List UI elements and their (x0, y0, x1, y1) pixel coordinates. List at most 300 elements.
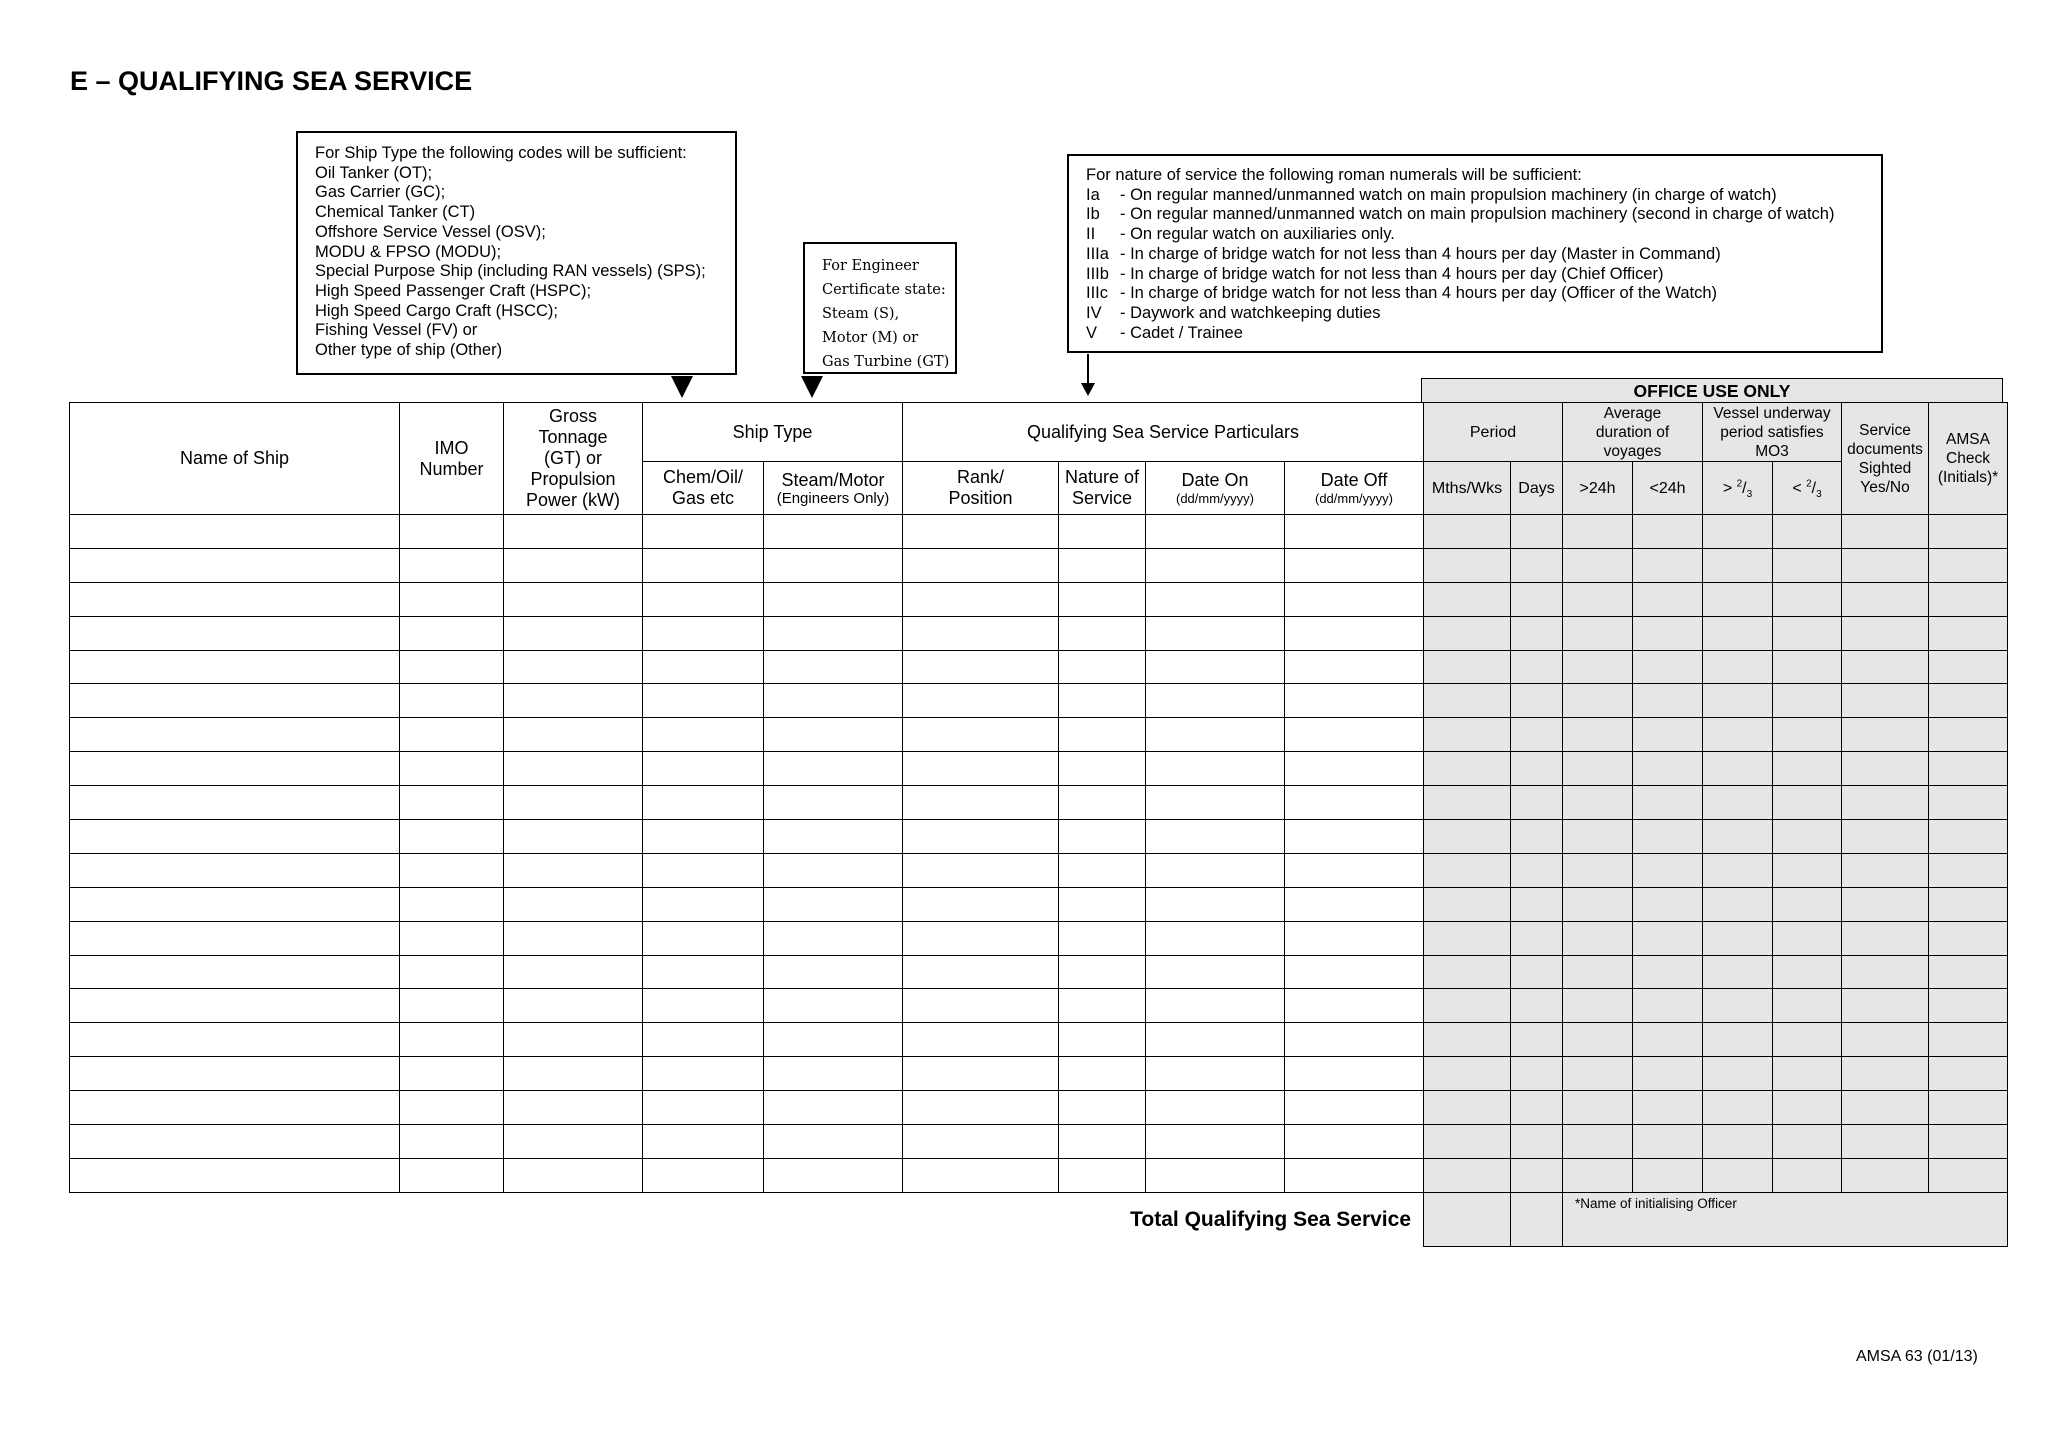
date-on-cell[interactable] (1146, 1091, 1285, 1125)
lt-24h-cell[interactable] (1633, 1057, 1703, 1091)
lt-24h-cell[interactable] (1633, 1091, 1703, 1125)
gt-two-thirds-cell[interactable] (1703, 820, 1773, 854)
lt-two-thirds-cell[interactable] (1773, 752, 1842, 786)
service-docs-cell[interactable] (1842, 1023, 1929, 1057)
service-docs-cell[interactable] (1842, 786, 1929, 820)
days-cell[interactable] (1511, 684, 1563, 718)
gt-24h-cell[interactable] (1563, 752, 1633, 786)
date-off-cell[interactable] (1285, 515, 1424, 549)
amsa-check-cell[interactable] (1929, 684, 2008, 718)
lt-24h-cell[interactable] (1633, 752, 1703, 786)
amsa-check-cell[interactable] (1929, 548, 2008, 582)
steam-motor-cell[interactable] (764, 820, 903, 854)
nature-of-service-cell[interactable] (1059, 582, 1146, 616)
days-cell[interactable] (1511, 887, 1563, 921)
amsa-check-cell[interactable] (1929, 582, 2008, 616)
name-of-ship-cell[interactable] (70, 718, 400, 752)
rank-position-cell[interactable] (903, 921, 1059, 955)
chem-oil-cell[interactable] (643, 921, 764, 955)
chem-oil-cell[interactable] (643, 887, 764, 921)
imo-number-cell[interactable] (400, 1057, 504, 1091)
date-off-cell[interactable] (1285, 820, 1424, 854)
chem-oil-cell[interactable] (643, 989, 764, 1023)
amsa-check-cell[interactable] (1929, 853, 2008, 887)
date-on-cell[interactable] (1146, 548, 1285, 582)
service-docs-cell[interactable] (1842, 921, 1929, 955)
days-cell[interactable] (1511, 786, 1563, 820)
mths-wks-cell[interactable] (1424, 989, 1511, 1023)
imo-number-cell[interactable] (400, 1023, 504, 1057)
gt-24h-cell[interactable] (1563, 887, 1633, 921)
imo-number-cell[interactable] (400, 786, 504, 820)
lt-two-thirds-cell[interactable] (1773, 921, 1842, 955)
name-of-ship-cell[interactable] (70, 515, 400, 549)
steam-motor-cell[interactable] (764, 515, 903, 549)
date-off-cell[interactable] (1285, 887, 1424, 921)
gt-24h-cell[interactable] (1563, 955, 1633, 989)
date-on-cell[interactable] (1146, 989, 1285, 1023)
amsa-check-cell[interactable] (1929, 718, 2008, 752)
steam-motor-cell[interactable] (764, 1057, 903, 1091)
date-on-cell[interactable] (1146, 752, 1285, 786)
lt-24h-cell[interactable] (1633, 820, 1703, 854)
gt-two-thirds-cell[interactable] (1703, 650, 1773, 684)
steam-motor-cell[interactable] (764, 718, 903, 752)
gt-two-thirds-cell[interactable] (1703, 1057, 1773, 1091)
rank-position-cell[interactable] (903, 1091, 1059, 1125)
date-off-cell[interactable] (1285, 650, 1424, 684)
service-docs-cell[interactable] (1842, 684, 1929, 718)
gross-tonnage-cell[interactable] (504, 582, 643, 616)
lt-24h-cell[interactable] (1633, 1125, 1703, 1159)
service-docs-cell[interactable] (1842, 887, 1929, 921)
lt-two-thirds-cell[interactable] (1773, 955, 1842, 989)
lt-24h-cell[interactable] (1633, 989, 1703, 1023)
amsa-check-cell[interactable] (1929, 616, 2008, 650)
days-cell[interactable] (1511, 616, 1563, 650)
chem-oil-cell[interactable] (643, 1057, 764, 1091)
name-of-ship-cell[interactable] (70, 684, 400, 718)
date-on-cell[interactable] (1146, 1023, 1285, 1057)
imo-number-cell[interactable] (400, 684, 504, 718)
date-on-cell[interactable] (1146, 718, 1285, 752)
chem-oil-cell[interactable] (643, 955, 764, 989)
lt-24h-cell[interactable] (1633, 582, 1703, 616)
nature-of-service-cell[interactable] (1059, 1057, 1146, 1091)
rank-position-cell[interactable] (903, 955, 1059, 989)
amsa-check-cell[interactable] (1929, 1057, 2008, 1091)
gt-two-thirds-cell[interactable] (1703, 989, 1773, 1023)
imo-number-cell[interactable] (400, 1125, 504, 1159)
lt-two-thirds-cell[interactable] (1773, 1023, 1842, 1057)
gross-tonnage-cell[interactable] (504, 650, 643, 684)
imo-number-cell[interactable] (400, 921, 504, 955)
lt-24h-cell[interactable] (1633, 515, 1703, 549)
steam-motor-cell[interactable] (764, 786, 903, 820)
service-docs-cell[interactable] (1842, 650, 1929, 684)
lt-two-thirds-cell[interactable] (1773, 1158, 1842, 1192)
amsa-check-cell[interactable] (1929, 921, 2008, 955)
service-docs-cell[interactable] (1842, 1158, 1929, 1192)
imo-number-cell[interactable] (400, 582, 504, 616)
nature-of-service-cell[interactable] (1059, 718, 1146, 752)
steam-motor-cell[interactable] (764, 887, 903, 921)
date-on-cell[interactable] (1146, 1125, 1285, 1159)
nature-of-service-cell[interactable] (1059, 853, 1146, 887)
lt-two-thirds-cell[interactable] (1773, 1125, 1842, 1159)
gross-tonnage-cell[interactable] (504, 548, 643, 582)
nature-of-service-cell[interactable] (1059, 515, 1146, 549)
rank-position-cell[interactable] (903, 820, 1059, 854)
gross-tonnage-cell[interactable] (504, 616, 643, 650)
name-of-ship-cell[interactable] (70, 853, 400, 887)
nature-of-service-cell[interactable] (1059, 1023, 1146, 1057)
gt-24h-cell[interactable] (1563, 515, 1633, 549)
steam-motor-cell[interactable] (764, 989, 903, 1023)
lt-24h-cell[interactable] (1633, 1158, 1703, 1192)
mths-wks-cell[interactable] (1424, 515, 1511, 549)
date-on-cell[interactable] (1146, 684, 1285, 718)
gross-tonnage-cell[interactable] (504, 955, 643, 989)
name-of-ship-cell[interactable] (70, 1125, 400, 1159)
rank-position-cell[interactable] (903, 548, 1059, 582)
chem-oil-cell[interactable] (643, 786, 764, 820)
steam-motor-cell[interactable] (764, 1158, 903, 1192)
imo-number-cell[interactable] (400, 752, 504, 786)
rank-position-cell[interactable] (903, 718, 1059, 752)
nature-of-service-cell[interactable] (1059, 1125, 1146, 1159)
rank-position-cell[interactable] (903, 1023, 1059, 1057)
lt-two-thirds-cell[interactable] (1773, 853, 1842, 887)
steam-motor-cell[interactable] (764, 616, 903, 650)
name-of-ship-cell[interactable] (70, 989, 400, 1023)
gt-24h-cell[interactable] (1563, 921, 1633, 955)
steam-motor-cell[interactable] (764, 548, 903, 582)
gt-24h-cell[interactable] (1563, 650, 1633, 684)
nature-of-service-cell[interactable] (1059, 650, 1146, 684)
days-cell[interactable] (1511, 1158, 1563, 1192)
mths-wks-cell[interactable] (1424, 887, 1511, 921)
date-on-cell[interactable] (1146, 515, 1285, 549)
lt-two-thirds-cell[interactable] (1773, 887, 1842, 921)
gross-tonnage-cell[interactable] (504, 853, 643, 887)
steam-motor-cell[interactable] (764, 853, 903, 887)
lt-24h-cell[interactable] (1633, 548, 1703, 582)
gross-tonnage-cell[interactable] (504, 1125, 643, 1159)
mths-wks-cell[interactable] (1424, 582, 1511, 616)
mths-wks-cell[interactable] (1424, 1057, 1511, 1091)
days-cell[interactable] (1511, 955, 1563, 989)
name-of-ship-cell[interactable] (70, 1057, 400, 1091)
lt-two-thirds-cell[interactable] (1773, 684, 1842, 718)
rank-position-cell[interactable] (903, 650, 1059, 684)
gt-24h-cell[interactable] (1563, 582, 1633, 616)
gross-tonnage-cell[interactable] (504, 1023, 643, 1057)
date-off-cell[interactable] (1285, 1125, 1424, 1159)
amsa-check-cell[interactable] (1929, 650, 2008, 684)
gross-tonnage-cell[interactable] (504, 718, 643, 752)
lt-two-thirds-cell[interactable] (1773, 650, 1842, 684)
steam-motor-cell[interactable] (764, 1023, 903, 1057)
gt-24h-cell[interactable] (1563, 820, 1633, 854)
lt-two-thirds-cell[interactable] (1773, 786, 1842, 820)
days-cell[interactable] (1511, 515, 1563, 549)
rank-position-cell[interactable] (903, 887, 1059, 921)
date-off-cell[interactable] (1285, 1158, 1424, 1192)
days-cell[interactable] (1511, 989, 1563, 1023)
nature-of-service-cell[interactable] (1059, 1091, 1146, 1125)
lt-24h-cell[interactable] (1633, 853, 1703, 887)
gt-24h-cell[interactable] (1563, 989, 1633, 1023)
lt-24h-cell[interactable] (1633, 1023, 1703, 1057)
imo-number-cell[interactable] (400, 515, 504, 549)
nature-of-service-cell[interactable] (1059, 616, 1146, 650)
days-cell[interactable] (1511, 718, 1563, 752)
mths-wks-cell[interactable] (1424, 752, 1511, 786)
gt-two-thirds-cell[interactable] (1703, 1125, 1773, 1159)
date-on-cell[interactable] (1146, 786, 1285, 820)
gross-tonnage-cell[interactable] (504, 786, 643, 820)
amsa-check-cell[interactable] (1929, 989, 2008, 1023)
gross-tonnage-cell[interactable] (504, 515, 643, 549)
rank-position-cell[interactable] (903, 752, 1059, 786)
chem-oil-cell[interactable] (643, 582, 764, 616)
date-on-cell[interactable] (1146, 921, 1285, 955)
service-docs-cell[interactable] (1842, 515, 1929, 549)
gt-24h-cell[interactable] (1563, 853, 1633, 887)
date-off-cell[interactable] (1285, 582, 1424, 616)
date-off-cell[interactable] (1285, 1023, 1424, 1057)
gt-24h-cell[interactable] (1563, 548, 1633, 582)
gt-two-thirds-cell[interactable] (1703, 1158, 1773, 1192)
mths-wks-cell[interactable] (1424, 1158, 1511, 1192)
days-cell[interactable] (1511, 1057, 1563, 1091)
service-docs-cell[interactable] (1842, 1057, 1929, 1091)
date-on-cell[interactable] (1146, 582, 1285, 616)
gt-24h-cell[interactable] (1563, 718, 1633, 752)
service-docs-cell[interactable] (1842, 548, 1929, 582)
date-on-cell[interactable] (1146, 616, 1285, 650)
amsa-check-cell[interactable] (1929, 786, 2008, 820)
date-off-cell[interactable] (1285, 1057, 1424, 1091)
lt-two-thirds-cell[interactable] (1773, 548, 1842, 582)
lt-24h-cell[interactable] (1633, 650, 1703, 684)
mths-wks-cell[interactable] (1424, 718, 1511, 752)
name-of-ship-cell[interactable] (70, 921, 400, 955)
service-docs-cell[interactable] (1842, 718, 1929, 752)
lt-24h-cell[interactable] (1633, 718, 1703, 752)
gross-tonnage-cell[interactable] (504, 1057, 643, 1091)
chem-oil-cell[interactable] (643, 718, 764, 752)
nature-of-service-cell[interactable] (1059, 752, 1146, 786)
name-of-ship-cell[interactable] (70, 616, 400, 650)
chem-oil-cell[interactable] (643, 515, 764, 549)
rank-position-cell[interactable] (903, 1057, 1059, 1091)
lt-two-thirds-cell[interactable] (1773, 718, 1842, 752)
imo-number-cell[interactable] (400, 853, 504, 887)
chem-oil-cell[interactable] (643, 1125, 764, 1159)
nature-of-service-cell[interactable] (1059, 1158, 1146, 1192)
date-on-cell[interactable] (1146, 1158, 1285, 1192)
nature-of-service-cell[interactable] (1059, 684, 1146, 718)
gt-two-thirds-cell[interactable] (1703, 582, 1773, 616)
days-cell[interactable] (1511, 548, 1563, 582)
days-cell[interactable] (1511, 853, 1563, 887)
rank-position-cell[interactable] (903, 582, 1059, 616)
name-of-ship-cell[interactable] (70, 582, 400, 616)
name-of-ship-cell[interactable] (70, 820, 400, 854)
mths-wks-cell[interactable] (1424, 616, 1511, 650)
amsa-check-cell[interactable] (1929, 752, 2008, 786)
rank-position-cell[interactable] (903, 684, 1059, 718)
date-on-cell[interactable] (1146, 887, 1285, 921)
mths-wks-cell[interactable] (1424, 820, 1511, 854)
lt-two-thirds-cell[interactable] (1773, 616, 1842, 650)
rank-position-cell[interactable] (903, 786, 1059, 820)
lt-two-thirds-cell[interactable] (1773, 582, 1842, 616)
days-cell[interactable] (1511, 582, 1563, 616)
service-docs-cell[interactable] (1842, 820, 1929, 854)
gross-tonnage-cell[interactable] (504, 921, 643, 955)
imo-number-cell[interactable] (400, 955, 504, 989)
gt-two-thirds-cell[interactable] (1703, 1091, 1773, 1125)
gt-24h-cell[interactable] (1563, 1125, 1633, 1159)
name-of-ship-cell[interactable] (70, 955, 400, 989)
date-off-cell[interactable] (1285, 616, 1424, 650)
mths-wks-cell[interactable] (1424, 650, 1511, 684)
gt-24h-cell[interactable] (1563, 1023, 1633, 1057)
rank-position-cell[interactable] (903, 989, 1059, 1023)
gross-tonnage-cell[interactable] (504, 989, 643, 1023)
chem-oil-cell[interactable] (643, 650, 764, 684)
lt-two-thirds-cell[interactable] (1773, 989, 1842, 1023)
date-on-cell[interactable] (1146, 955, 1285, 989)
date-off-cell[interactable] (1285, 718, 1424, 752)
steam-motor-cell[interactable] (764, 752, 903, 786)
mths-wks-cell[interactable] (1424, 921, 1511, 955)
chem-oil-cell[interactable] (643, 1158, 764, 1192)
lt-24h-cell[interactable] (1633, 786, 1703, 820)
steam-motor-cell[interactable] (764, 1125, 903, 1159)
mths-wks-cell[interactable] (1424, 1023, 1511, 1057)
steam-motor-cell[interactable] (764, 684, 903, 718)
gross-tonnage-cell[interactable] (504, 1158, 643, 1192)
days-cell[interactable] (1511, 752, 1563, 786)
imo-number-cell[interactable] (400, 1158, 504, 1192)
gt-two-thirds-cell[interactable] (1703, 887, 1773, 921)
steam-motor-cell[interactable] (764, 1091, 903, 1125)
days-cell[interactable] (1511, 921, 1563, 955)
amsa-check-cell[interactable] (1929, 1091, 2008, 1125)
gt-24h-cell[interactable] (1563, 786, 1633, 820)
gross-tonnage-cell[interactable] (504, 752, 643, 786)
imo-number-cell[interactable] (400, 616, 504, 650)
gt-two-thirds-cell[interactable] (1703, 684, 1773, 718)
amsa-check-cell[interactable] (1929, 887, 2008, 921)
service-docs-cell[interactable] (1842, 989, 1929, 1023)
service-docs-cell[interactable] (1842, 1091, 1929, 1125)
days-cell[interactable] (1511, 1091, 1563, 1125)
name-of-ship-cell[interactable] (70, 548, 400, 582)
gt-two-thirds-cell[interactable] (1703, 921, 1773, 955)
service-docs-cell[interactable] (1842, 955, 1929, 989)
nature-of-service-cell[interactable] (1059, 548, 1146, 582)
mths-wks-cell[interactable] (1424, 548, 1511, 582)
name-of-ship-cell[interactable] (70, 752, 400, 786)
nature-of-service-cell[interactable] (1059, 820, 1146, 854)
name-of-ship-cell[interactable] (70, 1023, 400, 1057)
imo-number-cell[interactable] (400, 650, 504, 684)
chem-oil-cell[interactable] (643, 616, 764, 650)
name-of-ship-cell[interactable] (70, 786, 400, 820)
gt-two-thirds-cell[interactable] (1703, 786, 1773, 820)
gt-24h-cell[interactable] (1563, 684, 1633, 718)
days-cell[interactable] (1511, 820, 1563, 854)
amsa-check-cell[interactable] (1929, 955, 2008, 989)
steam-motor-cell[interactable] (764, 650, 903, 684)
steam-motor-cell[interactable] (764, 955, 903, 989)
gross-tonnage-cell[interactable] (504, 1091, 643, 1125)
lt-two-thirds-cell[interactable] (1773, 515, 1842, 549)
gross-tonnage-cell[interactable] (504, 887, 643, 921)
date-off-cell[interactable] (1285, 752, 1424, 786)
gt-two-thirds-cell[interactable] (1703, 853, 1773, 887)
chem-oil-cell[interactable] (643, 548, 764, 582)
gt-24h-cell[interactable] (1563, 1057, 1633, 1091)
service-docs-cell[interactable] (1842, 853, 1929, 887)
date-on-cell[interactable] (1146, 1057, 1285, 1091)
date-on-cell[interactable] (1146, 820, 1285, 854)
lt-two-thirds-cell[interactable] (1773, 1091, 1842, 1125)
mths-wks-cell[interactable] (1424, 1125, 1511, 1159)
nature-of-service-cell[interactable] (1059, 921, 1146, 955)
lt-two-thirds-cell[interactable] (1773, 1057, 1842, 1091)
service-docs-cell[interactable] (1842, 616, 1929, 650)
gt-two-thirds-cell[interactable] (1703, 1023, 1773, 1057)
gt-two-thirds-cell[interactable] (1703, 718, 1773, 752)
date-off-cell[interactable] (1285, 786, 1424, 820)
gt-two-thirds-cell[interactable] (1703, 955, 1773, 989)
nature-of-service-cell[interactable] (1059, 955, 1146, 989)
mths-wks-cell[interactable] (1424, 1091, 1511, 1125)
name-of-ship-cell[interactable] (70, 650, 400, 684)
date-off-cell[interactable] (1285, 1091, 1424, 1125)
gt-two-thirds-cell[interactable] (1703, 515, 1773, 549)
lt-24h-cell[interactable] (1633, 955, 1703, 989)
amsa-check-cell[interactable] (1929, 1125, 2008, 1159)
chem-oil-cell[interactable] (643, 684, 764, 718)
date-off-cell[interactable] (1285, 853, 1424, 887)
amsa-check-cell[interactable] (1929, 1023, 2008, 1057)
lt-24h-cell[interactable] (1633, 887, 1703, 921)
date-off-cell[interactable] (1285, 989, 1424, 1023)
gt-two-thirds-cell[interactable] (1703, 752, 1773, 786)
days-cell[interactable] (1511, 650, 1563, 684)
mths-wks-cell[interactable] (1424, 853, 1511, 887)
steam-motor-cell[interactable] (764, 582, 903, 616)
gt-24h-cell[interactable] (1563, 616, 1633, 650)
steam-motor-cell[interactable] (764, 921, 903, 955)
mths-wks-cell[interactable] (1424, 786, 1511, 820)
service-docs-cell[interactable] (1842, 582, 1929, 616)
gt-24h-cell[interactable] (1563, 1091, 1633, 1125)
nature-of-service-cell[interactable] (1059, 887, 1146, 921)
mths-wks-cell[interactable] (1424, 955, 1511, 989)
imo-number-cell[interactable] (400, 820, 504, 854)
nature-of-service-cell[interactable] (1059, 786, 1146, 820)
lt-24h-cell[interactable] (1633, 616, 1703, 650)
chem-oil-cell[interactable] (643, 1091, 764, 1125)
